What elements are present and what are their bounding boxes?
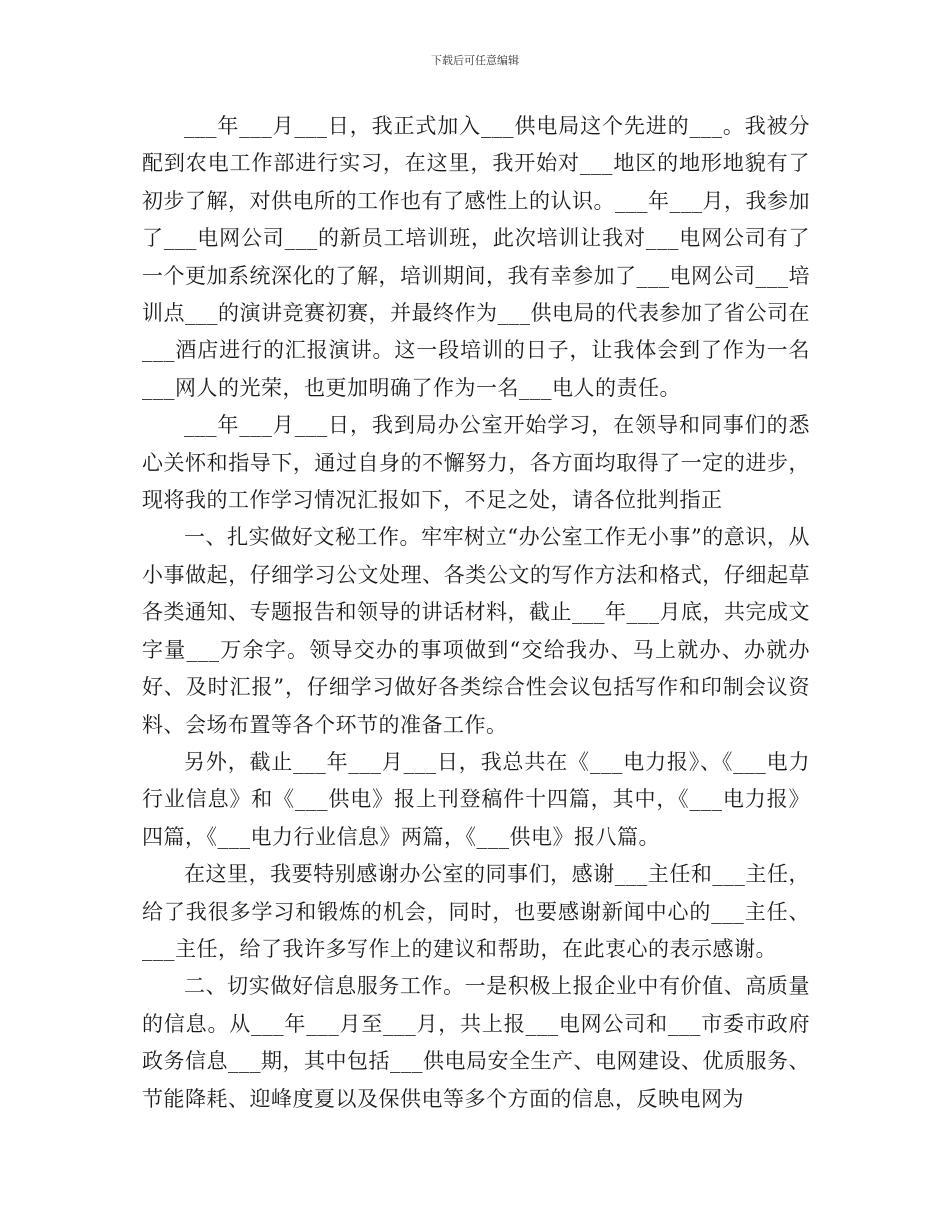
paragraph-2: ___年___月___日，我到局办公室开始学习，在领导和同事们的悉心关怀和指导下，通过自身的不懈努力，各方面均取得了一定的进步，现将我的工作学习情况汇报如下，不足之处，请各位批判指正 <box>142 413 810 513</box>
paragraph-5: 在这里，我要特别感谢办公室的同事们，感谢___主任和___主任，给了我很多学习和锻炼的机会，同时，也要感谢新闻中心的___主任、___主任，给了我许多写作上的建议和帮助，在此衷心的表示感谢。 <box>142 862 810 961</box>
paragraph-4: 另外，截止___年___月___日，我总共在《___电力报》、《___电力行业信息》和《___供电》报上刊登稿件十四篇，其中，《___电力报》四篇，《___电力行业信息》两篇，《___供电》报八篇。 <box>142 749 810 849</box>
paragraph-3: 一、扎实做好文秘工作。牢牢树立“办公室工作无小事”的意识，从小事做起，仔细学习公文处理、各类公文的写作方法和格式，仔细起草各类通知、专题报告和领导的讲话材料，截止___年___月底，共完成文字量___万余字。领导交办的事项做到“交给我办、马上就办、办就办好、及时汇报”，仔细学习做好各类综合性会议包括写作和印制会议资料、会场布置等各个环节的准备工作。 <box>142 525 810 737</box>
paragraph-6: 二、切实做好信息服务工作。一是积极上报企业中有价值、高质量的信息。从___年___月至___月，共上报___电网公司和___市委市政府政务信息___期，其中包括___供电局安全生产、电网建设、优质服务、节能降耗、迎峰度夏以及保供电等多个方面的信息，反映电网为 <box>142 974 810 1111</box>
page-header-note: 下载后可任意编辑 <box>431 54 519 67</box>
paragraph-1: ___年___月___日，我正式加入___供电局这个先进的___。我被分配到农电工作部进行实习，在这里，我开始对___地区的地形地貌有了初步了解，对供电所的工作也有了感性上的认识。___年___月，我参加了___电网公司___的新员工培训班，此次培训让我对___电网公司有了一个更加系统深化的了解，培训期间，我有幸参加了___电网公司___培训点___的演讲竞赛初赛，并最终作为___供电局的代表参加了省公司在___酒店进行的汇报演讲。这一段培训的日子，让我体会到了作为一名___网人的光荣，也更加明确了作为一名___电人的责任。 <box>142 114 810 400</box>
document-body <box>142 108 810 1118</box>
